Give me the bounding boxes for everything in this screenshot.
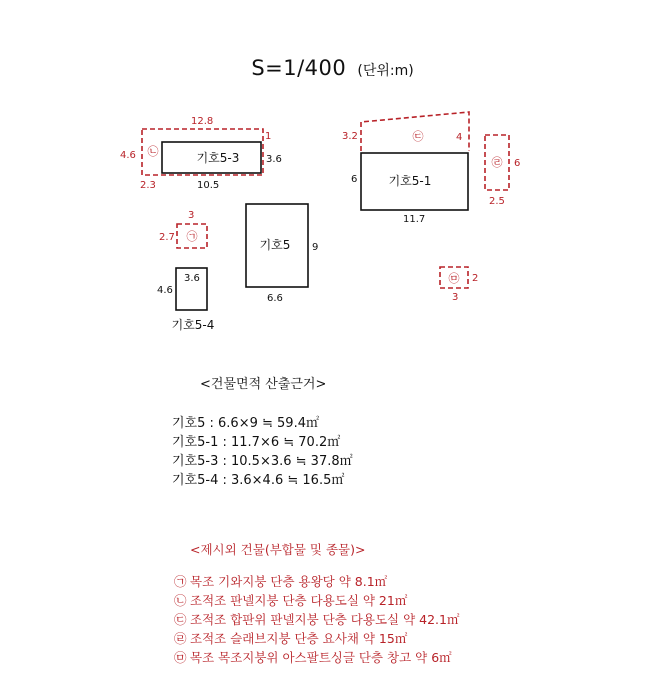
dim-exempt-ga-width: 3	[188, 210, 195, 221]
exempt-item-mark: ㉣	[174, 631, 187, 646]
exempt-item-text: 조적조 합판위 판넬지붕 단층 다용도실 약 42.1㎡	[190, 612, 460, 627]
dim-exempt-na-left-lower: 2.3	[140, 180, 156, 191]
dim-building-5-height: 9	[312, 242, 319, 253]
area-calc-line: 기호5-3 : 10.5×3.6 ≒ 37.8㎡	[172, 454, 353, 469]
scale-label: S=1/400	[251, 56, 347, 80]
area-calc-list	[172, 414, 353, 490]
label-building-5-3: 기호5-3	[196, 151, 240, 165]
mark-exempt-ma: ㉤	[448, 272, 460, 285]
dim-exempt-ra-width: 2.5	[489, 196, 505, 207]
exempt-item	[174, 648, 459, 667]
dim-building-5-4-width: 3.6	[184, 273, 200, 284]
dim-exempt-na-right-upper: 1	[265, 131, 272, 142]
mark-exempt-ga: ㉠	[186, 230, 198, 243]
exempt-buildings-heading: <제시외 건물(부합물 및 종물)>	[190, 542, 366, 557]
area-calc-line: 기호5-4 : 3.6×4.6 ≒ 16.5㎡	[172, 473, 345, 488]
exempt-item-text: 조적조 슬래브지붕 단층 요사채 약 15㎡	[190, 631, 408, 646]
dim-exempt-ga-height: 2.7	[159, 232, 175, 243]
dim-building-5-width: 6.6	[267, 293, 283, 304]
unit-label: (단위:m)	[357, 63, 414, 79]
exempt-item	[174, 591, 459, 610]
exempt-item	[174, 629, 459, 648]
dim-building-5-3-height: 3.6	[266, 154, 282, 165]
exempt-item-mark: ㉡	[174, 593, 187, 608]
exempt-buildings-list	[174, 572, 459, 667]
dim-building-5-4-height: 4.6	[157, 285, 173, 296]
mark-exempt-ra: ㉣	[491, 156, 503, 169]
label-building-5-4: 기호5-4	[171, 318, 215, 332]
label-building-5: 기호5	[259, 238, 291, 252]
area-calc-line: 기호5 : 6.6×9 ≒ 59.4㎡	[172, 416, 319, 431]
mark-exempt-da: ㉢	[412, 130, 424, 143]
dim-exempt-na-height: 4.6	[120, 150, 136, 161]
exempt-item-text: 조적조 판넬지붕 단층 다용도실 약 21㎡	[190, 593, 408, 608]
dim-exempt-ra-height: 6	[514, 158, 521, 169]
exempt-item-mark: ㉢	[174, 612, 187, 627]
dim-exempt-ma-width: 3	[452, 292, 459, 303]
dim-exempt-da-left: 3.2	[342, 131, 358, 142]
dim-exempt-na-width: 12.8	[191, 116, 214, 127]
exempt-item-mark: ㉤	[174, 650, 187, 665]
exempt-item	[174, 572, 459, 591]
dim-building-5-3-width: 10.5	[197, 180, 220, 191]
exempt-item-mark: ㉠	[174, 574, 187, 589]
exempt-item-text: 목조 목조지붕위 아스팔트싱글 단층 창고 약 6㎡	[190, 650, 452, 665]
dim-building-5-1-height: 6	[351, 174, 358, 185]
exempt-item	[174, 610, 459, 629]
area-calc-heading: <건물면적 산출근거>	[200, 377, 327, 392]
dim-building-5-1-width: 11.7	[403, 214, 426, 225]
mark-exempt-na: ㉡	[147, 145, 159, 158]
exempt-item-text: 목조 기와지붕 단층 용왕당 약 8.1㎡	[190, 574, 388, 589]
dim-exempt-ma-height: 2	[472, 273, 479, 284]
area-calc-line: 기호5-1 : 11.7×6 ≒ 70.2㎡	[172, 435, 341, 450]
label-building-5-1: 기호5-1	[388, 174, 432, 188]
dim-exempt-da-right: 4	[456, 132, 463, 143]
